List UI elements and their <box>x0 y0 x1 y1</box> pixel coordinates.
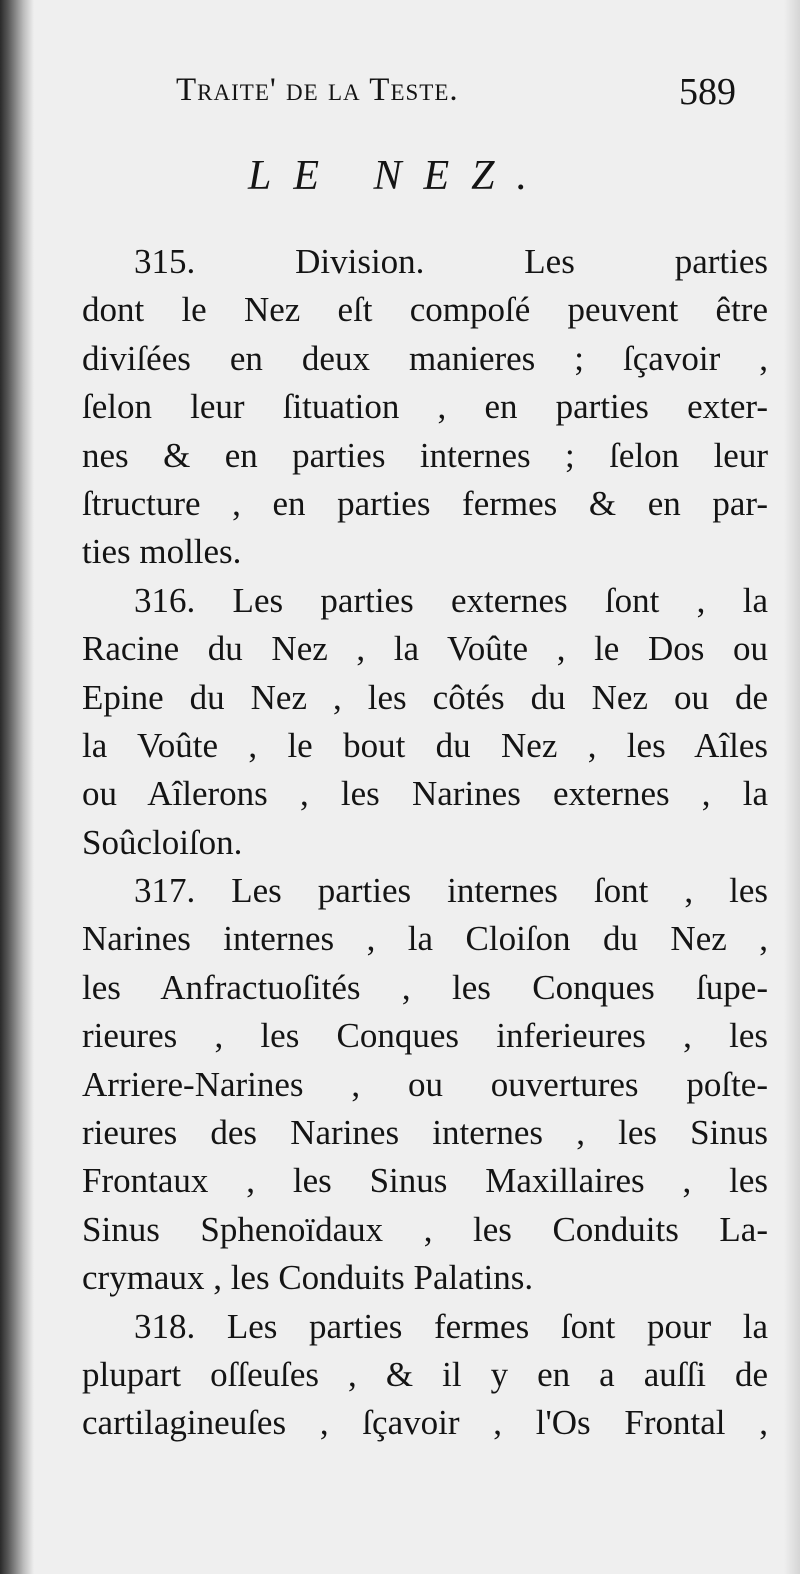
text-line: 316. Les parties externes ſont , la <box>134 580 768 620</box>
page-number: 589 <box>679 71 736 113</box>
text-line: rieures , les Conques inferieures , les <box>82 1016 768 1056</box>
body-text <box>82 238 768 1448</box>
text-line: nes & en parties internes ; ſelon leur <box>82 435 768 475</box>
text-line: Narines internes , la Cloiſon du Nez , <box>82 919 768 959</box>
section-title: LE NEZ. <box>248 153 550 199</box>
text-line: rieures des Narines internes , les Sinus <box>82 1113 768 1153</box>
text-line: 315. Division. Les parties <box>134 242 768 281</box>
text-line: Frontaux , les Sinus Maxillaires , les <box>82 1161 768 1201</box>
text-line: ou Aîlerons , les Narines externes , la <box>82 774 768 814</box>
text-line: Racine du Nez , la Voûte , le Dos ou <box>82 629 768 669</box>
page-header <box>176 68 736 114</box>
text-line: dont le Nez eſt compoſé peuvent être <box>82 290 768 330</box>
text-line: ſtructure , en parties fermes & en par- <box>82 483 768 523</box>
text-line: cartilagineuſes , ſçavoir , l'Os Frontal , <box>82 1403 768 1443</box>
text-line: Soûcloiſon. <box>82 822 243 862</box>
text-line: ties molles. <box>82 532 242 572</box>
text-line: ſelon leur ſituation , en parties exter- <box>82 387 768 427</box>
text-line: 318. Les parties fermes ſont pour la <box>134 1306 768 1346</box>
binding-shadow <box>0 0 34 1574</box>
page-edge-shade <box>784 0 800 1574</box>
text-line: les Anfractuoſités , les Conques ſupe- <box>82 967 768 1007</box>
text-line: 317. Les parties internes ſont , les <box>134 871 768 911</box>
text-line: la Voûte , le bout du Nez , les Aîles <box>82 725 768 765</box>
running-head: Traite' de la Teste. <box>176 72 459 108</box>
text-line: Epine du Nez , les côtés du Nez ou de <box>82 677 768 717</box>
text-line: crymaux , les Conduits Palatins. <box>82 1258 534 1298</box>
text-line: plupart oſſeuſes , & il y en a auſſi de <box>82 1354 768 1394</box>
text-line: Sinus Sphenoïdaux , les Conduits La- <box>82 1209 768 1249</box>
text-line: Arriere-Narines , ou ouvertures poſte- <box>82 1064 768 1104</box>
text-line: diviſées en deux manieres ; ſçavoir , <box>82 338 768 378</box>
